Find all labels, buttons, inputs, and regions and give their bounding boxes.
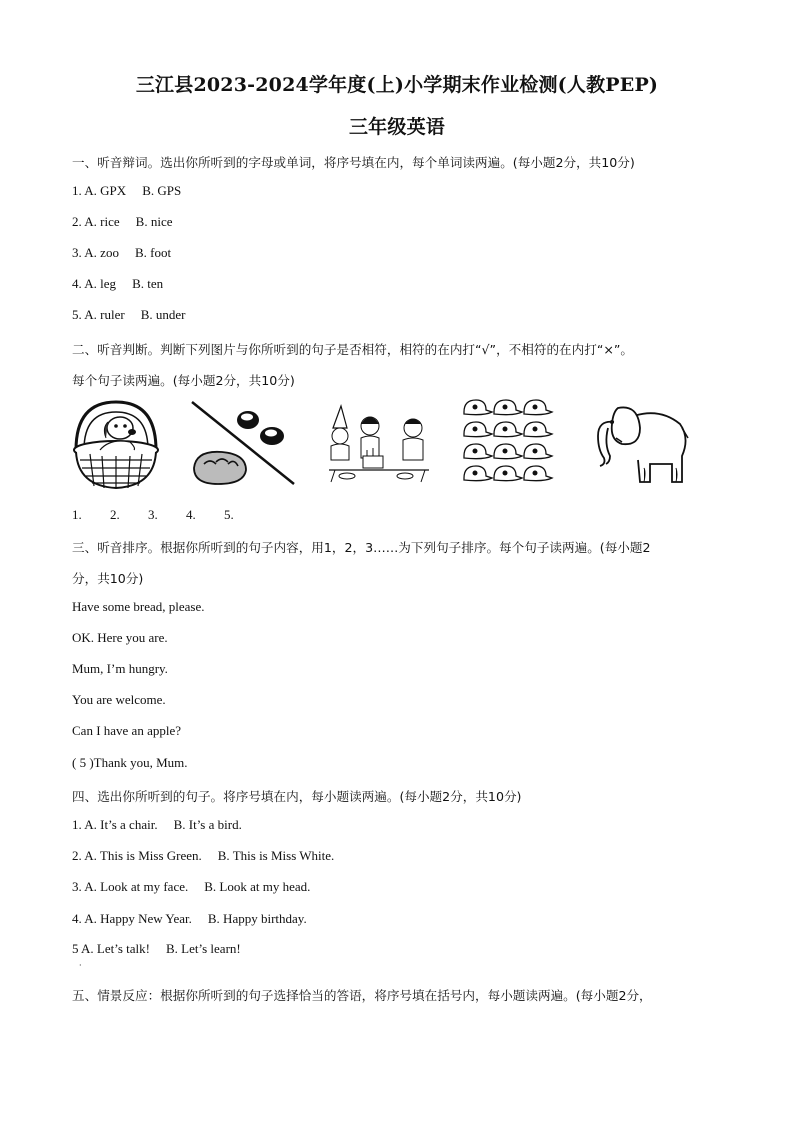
section3-heading-cont: 分，共10分) [72, 571, 144, 586]
picture-number-5: 5. [224, 507, 234, 522]
picture-row [70, 398, 710, 494]
dog-in-basket-picture [70, 398, 162, 492]
section2-heading: 二、听音判断。判断下列图片与你所听到的句子是否相符，相符的在内打“√”，不相符的在内打“×”。 [72, 342, 634, 357]
picture-numbers [72, 507, 262, 523]
sec3-sentence-2: OK. Here you are. [72, 630, 168, 645]
sec1-item-2: 2. A. rice B. nice [72, 214, 173, 229]
picture-number-2: 2. [110, 507, 120, 522]
sec4-item-5: 5 A. Let’s talk! B. Let’s learn! [72, 941, 241, 956]
section5-heading: 五、情景反应：根据你所听到的句子选择恰当的答语，将序号填在括号内，每小题读两遍。(每小题2分， [72, 988, 652, 1003]
sec4-item-2: 2. A. This is Miss Green. B. This is Miss White. [72, 848, 335, 863]
sec3-sentence-6: ( 5 )Thank you, Mum. [72, 755, 188, 770]
picture-number-4: 4. [186, 507, 196, 522]
section4-heading: 四、选出你所听到的句子。将序号填在内，每小题读两遍。(每小题2分，共10分) [72, 789, 522, 804]
sec3-sentence-5: Can I have an apple? [72, 723, 182, 738]
sec4-item-3: 3. A. Look at my face. B. Look at my head. [72, 879, 311, 894]
sec3-sentence-4: You are welcome. [72, 692, 166, 707]
sec1-item-4: 4. A. leg B. ten [72, 276, 164, 291]
sec4-item-4: 4. A. Happy New Year. B. Happy birthday. [72, 911, 307, 926]
exam-subtitle: 三年级英语 [348, 116, 445, 138]
stray-dot: · [79, 961, 82, 970]
picture-number-3: 3. [148, 507, 158, 522]
picture-number-1: 1. [72, 507, 82, 522]
sec3-sentence-3: Mum, I’m hungry. [72, 661, 168, 676]
birthday-party-picture [325, 398, 435, 488]
bread-and-cakes-picture [188, 398, 298, 488]
sec3-sentence-1: Have some bread, please. [72, 599, 205, 614]
section2-heading-cont: 每个句子读两遍。(每小题2分，共10分) [72, 373, 295, 388]
section1-heading: 一、听音辩词。选出你所听到的字母或单词，将序号填在内，每个单词读两遍。(每小题2分，共10分) [72, 155, 635, 170]
sec1-item-3: 3. A. zoo B. foot [72, 245, 172, 260]
section3-heading: 三、听音排序。根据你所听到的句子内容，用1，2，3……为下列句子排序。每个句子读两遍。(每小题2 [72, 540, 651, 555]
elephant-picture [588, 398, 692, 488]
exam-title: 三江县2023-2024学年度(上)小学期末作业检测(人教PEP) [135, 74, 659, 96]
sec1-item-5: 5. A. ruler B. under [72, 307, 186, 322]
sec4-item-1: 1. A. It’s a chair. B. It’s a bird. [72, 817, 242, 832]
caps-picture [460, 398, 560, 486]
sec1-item-1: 1. A. GPX B. GPS [72, 183, 182, 198]
